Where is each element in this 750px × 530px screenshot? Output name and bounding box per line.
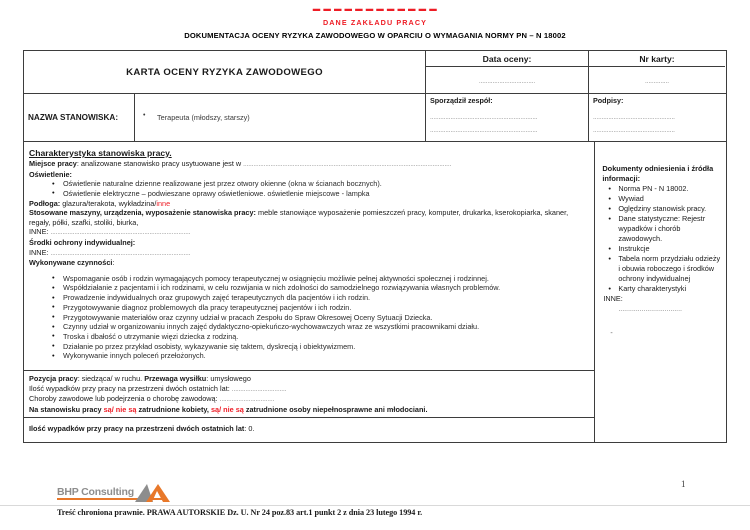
accidents-count-label: Ilość wypadków przy pracy na przestrzeni dwóch ostatnich lat: — [29, 383, 232, 393]
list-item: • Czynny udział w organizowaniu innych zajęć dydaktyczno-opiekuńczo-wychowawczych wraz ze wszystkimi pracownikami działu. — [63, 322, 589, 332]
inne-line-2 — [29, 248, 589, 259]
redacted-company-line: ▬ ▬ ▬ ▬ ▬ ▬ ▬ ▬ ▬ ▬ ▬ ▬ — [312, 4, 438, 13]
position-value: • Terapeuta (młodszy, starszy) — [139, 113, 250, 122]
activities-colon: : — [112, 258, 115, 268]
document-header — [0, 0, 750, 41]
inne-label-1: INNE: — [29, 227, 51, 237]
reference-documents-list — [602, 184, 721, 294]
work-conditions-block — [24, 370, 594, 417]
effort-text: : umysłowego — [206, 374, 251, 384]
list-item: • Przygotowywanie diagnoz problemowych dla pracy terapeutycznej pacjentów i ich rodzin. — [63, 303, 589, 313]
reference-title-line-1: Dokumenty odniesienia i źródła — [602, 164, 714, 173]
card-number-label: Nr karty: — [589, 53, 725, 67]
accidents-count-line — [29, 384, 589, 395]
machines-line — [29, 208, 589, 227]
activities-list — [29, 274, 589, 361]
card-title-cell — [24, 51, 425, 93]
signatures-cell[interactable] — [588, 94, 725, 141]
list-item: • Oględziny stanowisk pracy. — [618, 204, 721, 214]
list-item: • Tabela norm przydziału odzieży i obuwia roboczego i środków ochrony indywidualnej — [618, 254, 721, 284]
floor-text: glazura/terakota, wykładzina/ — [60, 198, 157, 208]
workplace-characteristics-column — [24, 142, 594, 442]
prepared-by-label: Sporządził zespół: — [430, 96, 493, 105]
reference-inne-list — [602, 304, 721, 314]
footer-divider — [0, 505, 750, 506]
signature-line-2[interactable]: ................................................ — [593, 127, 675, 134]
list-item: • Oświetlenie elektryczne – podwieszane oprawy oświetleniowe. oświetlenie miejscowe - lampka — [63, 189, 589, 199]
accident-summary-line — [29, 424, 589, 434]
copyright-notice: Treść chroniona prawnie. PRAWA AUTORSKIE Dz. U. Nr 24 poz.83 art.1 punkt 2 z dnia 23 lutego 1994 r. — [57, 508, 423, 517]
list-item: • Oświetlenie naturalne dzienne realizowane jest przez otwory okienne (okna w ścianach bocznych). — [63, 179, 589, 189]
reference-inne-label: INNE: — [603, 294, 623, 303]
accident-summary-block — [24, 417, 594, 440]
list-item: • Wywiad — [618, 194, 721, 204]
assessment-date-value[interactable]: ................................. — [478, 78, 536, 85]
lighting-list — [29, 179, 589, 198]
machines-text: meble stanowiące wyposażenie pomieszczeń pracy, komputer, drukarka, kserokopiarka, skaner, regały, półki, szafki, stoliki, biurka, — [29, 208, 569, 227]
ppe-line — [29, 238, 589, 248]
reference-dash-mark: - — [610, 330, 613, 337]
reference-documents-column — [594, 142, 726, 442]
floor-other-red: inne — [156, 198, 171, 208]
list-item: • Prowadzenie indywidualnych oraz grupowych zajęć terapeutycznych dla pacjentów i ich rodzin. — [63, 293, 589, 303]
position-label: NAZWA STANOWISKA: — [28, 113, 119, 122]
workplace-dots[interactable]: .......................................................................................................................... — [243, 161, 452, 168]
workplace-line — [29, 159, 589, 170]
workplace-label: Miejsce pracy — [29, 159, 77, 168]
assessment-date-cell[interactable] — [425, 51, 588, 93]
accident-summary-value: : 0. — [244, 424, 255, 434]
card-title-row — [24, 51, 726, 94]
ppe-label: Środki ochrony indywidualnej: — [29, 237, 136, 247]
accidents-count-dots[interactable]: ................................ — [231, 385, 287, 393]
list-item: • Karty charakterystyki — [618, 284, 721, 294]
work-position-label: Pozycja pracy — [29, 374, 78, 384]
list-item: • Dane statystyczne: Rejestr wypadków i chorób zawodowych. — [618, 214, 721, 244]
position-value-cell — [134, 94, 425, 141]
employment-mid: zatrudnione kobiety, — [136, 404, 211, 414]
spacer — [430, 67, 584, 78]
spacer — [602, 314, 721, 330]
machines-label: Stosowane maszyny, urządzenia, wyposażenie stanowiska pracy: — [29, 208, 256, 218]
employment-suffix: zatrudnione osoby niepełnosprawne ani młodociani. — [243, 404, 428, 414]
diseases-line — [29, 394, 589, 405]
reference-inne-dots[interactable]: • ................................. — [618, 304, 721, 314]
diseases-dots[interactable]: ................................ — [219, 396, 275, 404]
position-row — [24, 94, 726, 142]
floor-line — [29, 199, 589, 209]
document-title: DOKUMENTACJA OCENY RYZYKA ZAWODOWEGO W OPARCIU O WYMAGANIA NORMY PN – N 18002 — [184, 31, 566, 40]
lighting-label: Oświetlenie: — [29, 169, 72, 179]
card-number-cell[interactable] — [588, 51, 725, 93]
inne-dots-1[interactable]: .................................................................................. — [50, 229, 191, 237]
signatures-label: Podpisy: — [593, 96, 624, 105]
list-item: • Działanie po przez przykład osobisty, wykazywanie się taktem, dyskrecją i obiektywizmem. — [63, 342, 589, 352]
work-position-line — [29, 374, 589, 384]
card-body — [24, 142, 726, 442]
prepared-by-cell[interactable] — [425, 94, 588, 141]
activities-line — [29, 258, 589, 268]
spacer — [593, 67, 721, 78]
list-item: • Troska i dbałość o utrzymanie więzi dziecka z rodziną. — [63, 332, 589, 342]
characteristics-title: Charakterystyka stanowiska pracy. — [29, 148, 172, 158]
position-label-cell — [24, 94, 134, 141]
signature-line-1[interactable]: ................................................ — [593, 114, 675, 121]
lighting-line — [29, 170, 589, 180]
work-position-text: : siedząca/ w ruchu. — [77, 374, 145, 384]
list-item: • Instrukcje — [618, 244, 721, 254]
risk-assessment-card-table — [23, 50, 727, 443]
employment-prefix: Na stanowisku pracy — [29, 404, 104, 414]
floor-label: Podłoga: — [29, 198, 61, 208]
list-item: • Wspomaganie osób i rodzin wymagających pomocy terapeutycznej w osiągnięciu możliwie pełnej aktywności społecznej i rodzinnej. — [63, 274, 589, 284]
page-number: 1 — [681, 479, 686, 489]
mountain-chevron-icon — [133, 484, 171, 502]
list-item: • Wykonywanie innych poleceń przełożonych. — [63, 351, 589, 361]
spacer — [29, 361, 589, 370]
reference-title-line-2: informacji: — [602, 174, 641, 183]
list-item: • Przygotowywanie materiałów oraz czynny udział w pracach Zespołu do Spraw Okresowej Oceny Sytuacji Dziecka. — [63, 313, 589, 323]
assessment-date-label: Data oceny: — [426, 53, 588, 67]
employment-option-women[interactable]: są/ nie są — [103, 404, 137, 414]
logo-bhp-text: BHP — [57, 486, 79, 498]
inne-line-1 — [29, 227, 589, 238]
workplace-text: : analizowane stanowisko pracy usytuowane jest w — [76, 159, 244, 168]
card-number-value[interactable]: .............. — [645, 78, 669, 85]
prepared-by-line-2[interactable]: ............................................................... — [430, 127, 538, 134]
company-data-label: DANE ZAKŁADU PRACY — [322, 18, 428, 27]
inne-label-2: INNE: — [29, 247, 51, 257]
activities-label: Wykonywane czynności — [29, 258, 113, 268]
diseases-label: Choroby zawodowe lub podejrzenia o chorobę zawodową: — [29, 394, 220, 404]
list-item: • Norma PN - N 18002. — [618, 184, 721, 194]
card-title: KARTA OCENY RYZYKA ZAWODOWEGO — [126, 66, 323, 78]
effort-label: Przewaga wysiłku — [144, 374, 207, 384]
inne-dots-2[interactable]: .................................................................................. — [50, 249, 191, 257]
prepared-by-line-1[interactable]: ............................................................... — [430, 114, 538, 121]
employment-line — [29, 405, 589, 415]
logo-consulting-text: Consulting — [78, 486, 134, 498]
list-item: • Współdziałanie z pacjentami i ich rodzinami, w celu rozwijania w nich zdolności do samodzielnego rozwiązywania własnych problemów. — [63, 283, 589, 293]
employment-option-disabled[interactable]: są/ nie są — [210, 404, 244, 414]
accident-summary-label: Ilość wypadków przy pracy na przestrzeni dwóch ostatnich lat — [29, 424, 245, 434]
